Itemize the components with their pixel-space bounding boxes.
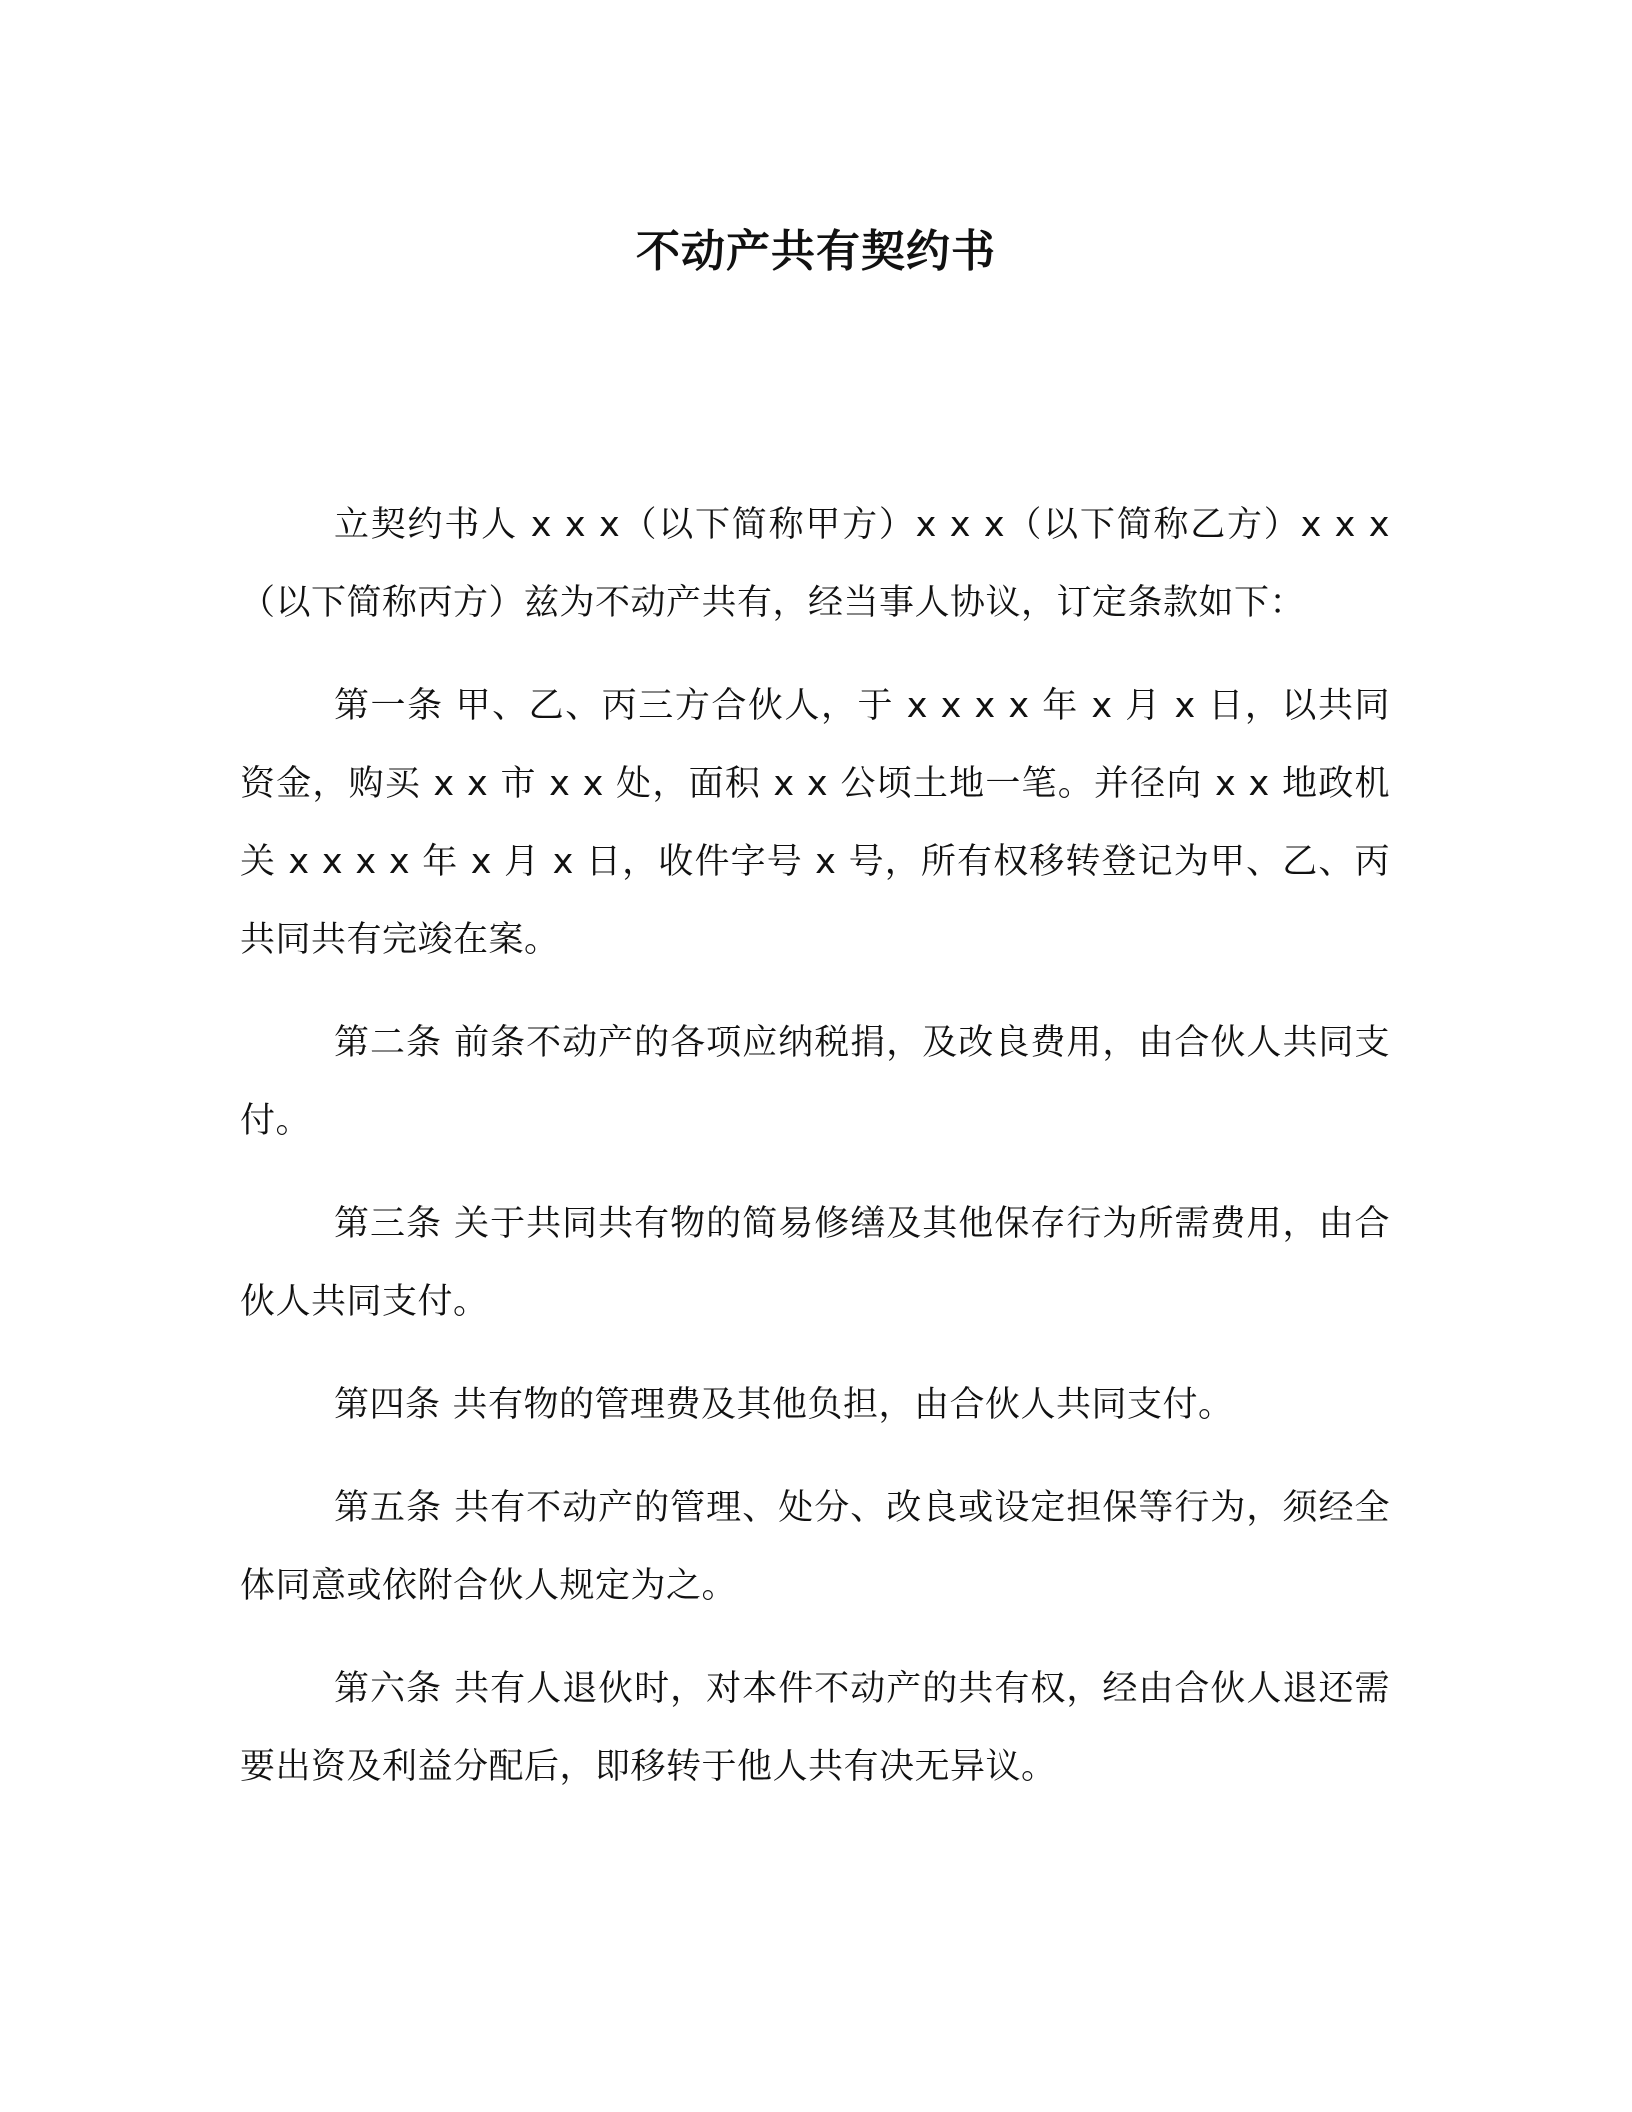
clause-5-text: 共有不动产的管理、处分、改良或设定担保等行为，须经全体同意或依附合伙人规定为之。 [240, 1488, 1390, 1606]
clause-2-text: 前条不动产的各项应纳税捐，及改良费用，由合伙人共同支付。 [240, 1023, 1390, 1141]
clause-6-text: 共有人退伙时，对本件不动产的共有权，经由合伙人退还需要出资及利益分配后，即移转于他人共有决无异议。 [240, 1669, 1390, 1787]
clause-5-number: 第五条 [334, 1488, 443, 1528]
clause-1-number: 第一条 [334, 686, 444, 726]
clause-3-text: 关于共同共有物的简易修缮及其他保存行为所需费用，由合伙人共同支付。 [240, 1204, 1390, 1322]
clause-2 [240, 1004, 1390, 1160]
clause-4 [240, 1366, 1390, 1444]
clause-3-number: 第三条 [334, 1204, 443, 1244]
document-title: 不动产共有契约书 [636, 226, 996, 277]
document-body [240, 486, 1390, 1831]
clause-6 [240, 1650, 1390, 1806]
clause-3 [240, 1185, 1390, 1341]
clause-6-number: 第六条 [334, 1669, 443, 1709]
clause-1 [240, 667, 1390, 979]
clause-2-number: 第二条 [334, 1023, 443, 1063]
preamble-paragraph: 立契约书人 x x x（以下简称甲方）x x x（以下简称乙方）x x x（以下简称丙方）兹为不动产共有，经当事人协议，订定条款如下： [240, 505, 1390, 623]
clause-5 [240, 1469, 1390, 1625]
clause-4-number: 第四条 [334, 1385, 441, 1425]
clause-4-text: 共有物的管理费及其他负担，由合伙人共同支付。 [452, 1385, 1234, 1425]
clause-1-text: 甲、乙、丙三方合伙人，于 x x x x 年 x 月 x 日，以共同资金，购买 x x 市 x x 处，面积 x x 公顷土地一笔。并径向 x x 地政机关 x x x x 年 x 月 x 日，收件字号 x 号，所有权移转登记为甲、乙、丙共同共有完竣在案。 [240, 686, 1390, 960]
